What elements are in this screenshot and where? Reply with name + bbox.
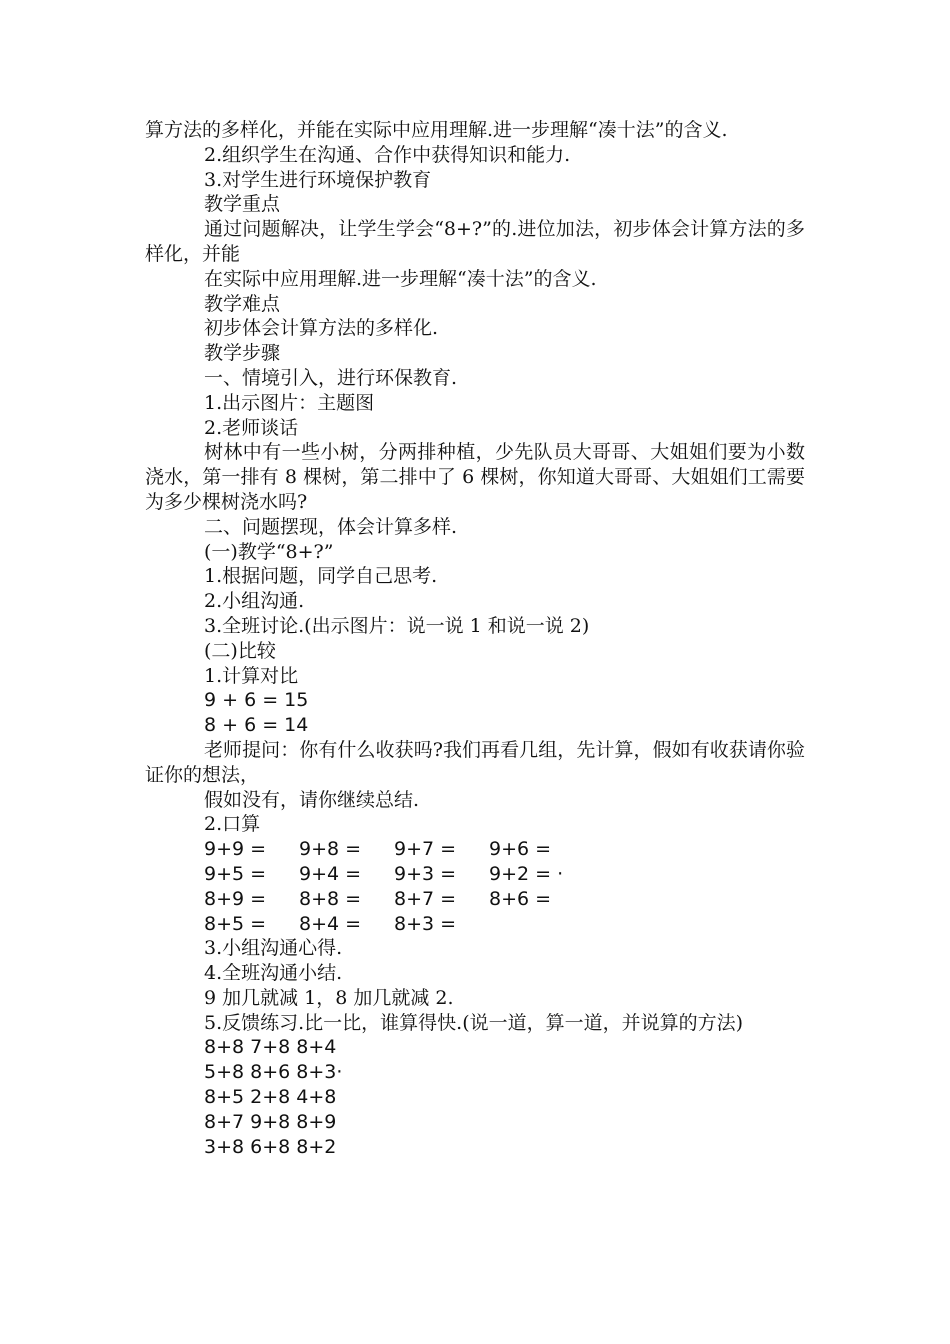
math-cell: 9+3 =	[394, 862, 457, 885]
paragraph: 假如没有，请你继续总结.	[204, 788, 420, 811]
paragraph: 2.老师谈话	[204, 416, 299, 439]
math-cell: 9+6 =	[489, 838, 552, 861]
math-cell: 8+4 =	[299, 912, 362, 935]
paragraph: 3.对学生进行环境保护教育	[204, 168, 432, 191]
practice-line: 5+8 8+6 8+3·	[204, 1061, 343, 1084]
paragraph: 1.根据问题，同学自己思考.	[204, 565, 438, 588]
paragraph: 2.小组沟通.	[204, 590, 305, 613]
practice-line: 8+7 9+8 8+9	[204, 1110, 337, 1133]
math-cell: 9+7 =	[394, 838, 457, 861]
mental-math-row	[145, 912, 805, 937]
math-cell: 9+5 =	[204, 862, 267, 885]
section-heading: 教学重点	[204, 193, 281, 216]
paragraph: 2.口算	[204, 813, 261, 836]
paragraph: 在实际中应用理解.进一步理解“凑十法”的含义.	[204, 267, 597, 290]
paragraph: 3.小组沟通心得.	[204, 937, 343, 960]
paragraph: 老师提问：你有什么收获吗?我们再看几组，先计算，假如有收获请你验证你的想法，	[145, 738, 805, 786]
paragraph: 1.计算对比	[204, 664, 299, 687]
paragraph: 1.出示图片：主题图	[204, 391, 375, 414]
paragraph: 9 加几就减 1，8 加几就减 2.	[204, 986, 454, 1009]
document-page	[145, 118, 805, 1159]
equation-line: 8 + 6 = 14	[204, 714, 309, 737]
math-cell: 9+4 =	[299, 862, 362, 885]
section-heading: 教学难点	[204, 292, 281, 315]
paragraph: (一)教学“8+?”	[204, 540, 334, 563]
paragraph: 初步体会计算方法的多样化.	[204, 317, 439, 340]
mental-math-row	[145, 837, 805, 862]
practice-line: 8+8 7+8 8+4	[204, 1036, 337, 1059]
mental-math-row	[145, 862, 805, 887]
math-cell: 8+6 =	[489, 887, 552, 910]
paragraph: (二)比较	[204, 639, 276, 662]
paragraph: 通过问题解决，让学生学会“8+?”的.进位加法，初步体会计算方法的多样化，并能	[145, 218, 805, 265]
paragraph: 二、问题摆现，体会计算多样.	[204, 515, 458, 538]
practice-line: 8+5 2+8 4+8	[204, 1086, 337, 1109]
math-cell: 8+5 =	[204, 912, 267, 935]
math-cell: 9+8 =	[299, 838, 362, 861]
paragraph: 3.全班讨论.(出示图片：说一说 1 和说一说 2)	[204, 614, 590, 637]
math-cell: 8+9 =	[204, 887, 267, 910]
math-cell: 8+8 =	[299, 887, 362, 910]
paragraph: 算方法的多样化，并能在实际中应用理解.进一步理解“凑十法”的含义.	[145, 119, 728, 141]
math-cell: 9+2 = ·	[489, 862, 564, 885]
math-cell: 9+9 =	[204, 838, 267, 861]
mental-math-row	[145, 887, 805, 912]
math-cell: 8+7 =	[394, 887, 457, 910]
paragraph: 4.全班沟通小结.	[204, 962, 343, 985]
section-heading: 教学步骤	[204, 342, 281, 365]
paragraph: 树林中有一些小树，分两排种植，少先队员大哥哥、大姐姐们要为小数浇水，第一排有 8 棵树，第二排中了 6 棵树，你知道大哥哥、大姐姐们工需要为多少棵树浇水吗?	[145, 441, 805, 513]
practice-line: 3+8 6+8 8+2	[204, 1135, 337, 1158]
paragraph: 5.反馈练习.比一比，谁算得快.(说一道，算一道，并说算的方法)	[204, 1011, 744, 1034]
paragraph: 一、情境引入，进行环保教育.	[204, 366, 458, 389]
math-cell: 8+3 =	[394, 912, 457, 935]
paragraph: 2.组织学生在沟通、合作中获得知识和能力.	[204, 143, 571, 166]
equation-line: 9 + 6 = 15	[204, 689, 309, 712]
